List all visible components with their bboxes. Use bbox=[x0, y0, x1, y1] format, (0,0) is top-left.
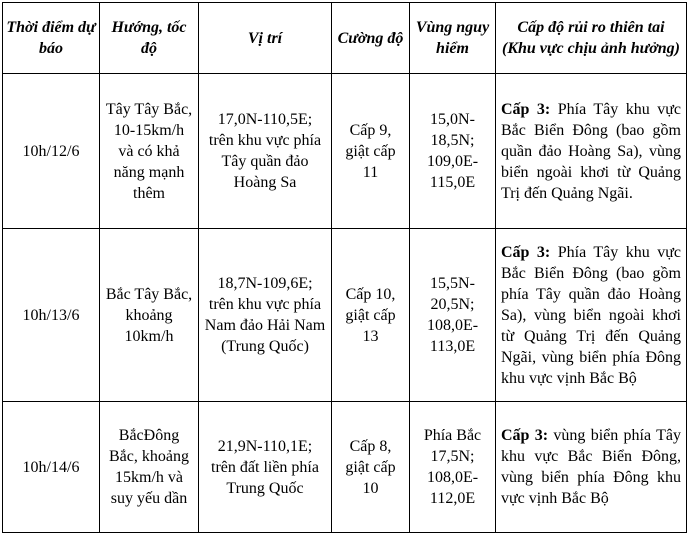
cell-direction: Bắc Tây Bắc, khoảng 10km/h bbox=[100, 229, 199, 402]
table-row bbox=[3, 229, 687, 402]
header-time: Thời điểm dự báo bbox=[3, 3, 100, 74]
cell-risk bbox=[496, 74, 687, 229]
cell-position: 18,7N-109,6E; trên khu vực phía Nam đảo Hải Nam (Trung Quốc) bbox=[199, 229, 332, 402]
cell-position: 17,0N-110,5E; trên khu vực phía Tây quần đảo Hoàng Sa bbox=[199, 74, 332, 229]
header-direction: Hướng, tốc độ bbox=[100, 3, 199, 74]
header-intensity: Cường độ bbox=[332, 3, 410, 74]
cell-time: 10h/13/6 bbox=[3, 229, 100, 402]
cell-intensity: Cấp 8, giật cấp 10 bbox=[332, 402, 410, 533]
table-row bbox=[3, 74, 687, 229]
header-position: Vị trí bbox=[199, 3, 332, 74]
table-header-row bbox=[3, 3, 687, 74]
risk-level-label: Cấp 3: bbox=[501, 243, 551, 261]
risk-level-label: Cấp 3: bbox=[501, 100, 551, 118]
header-danger-zone: Vùng nguy hiểm bbox=[410, 3, 496, 74]
cell-danger-zone: Phía Bắc 17,5N; 108,0E-112,0E bbox=[410, 402, 496, 533]
risk-area-text: Phía Tây khu vực Bắc Biển Đông (bao gồm quần đảo Hoàng Sa), vùng biển ngoài khơi từ Quảng Trị đến Quảng Ngãi. bbox=[501, 100, 681, 202]
cell-risk bbox=[496, 402, 687, 533]
cell-position: 21,9N-110,1E; trên đất liền phía Trung Quốc bbox=[199, 402, 332, 533]
risk-area-text: Phía Tây khu vực Bắc Biển Đông (bao gồm phía Tây quần đảo Hoàng Sa), vùng biển ngoài khơi từ Quảng Trị đến Quảng Ngãi, vùng biển phía Đông khu vực vịnh Bắc Bộ bbox=[501, 243, 681, 387]
risk-area-text: vùng biển phía Tây khu vực Bắc Biển Đông, vùng biển phía Đông khu vực vịnh Bắc Bộ bbox=[501, 427, 681, 507]
storm-forecast-table bbox=[2, 2, 687, 533]
cell-risk bbox=[496, 229, 687, 402]
cell-direction: BắcĐông Bắc, khoảng 15km/h và suy yếu dần bbox=[100, 402, 199, 533]
cell-intensity: Cấp 10, giật cấp 13 bbox=[332, 229, 410, 402]
cell-danger-zone: 15,0N-18,5N; 109,0E-115,0E bbox=[410, 74, 496, 229]
table-row bbox=[3, 402, 687, 533]
cell-danger-zone: 15,5N-20,5N; 108,0E-113,0E bbox=[410, 229, 496, 402]
header-risk: Cấp độ rủi ro thiên tai (Khu vực chịu ảnh hưởng) bbox=[496, 3, 687, 74]
cell-time: 10h/14/6 bbox=[3, 402, 100, 533]
cell-time: 10h/12/6 bbox=[3, 74, 100, 229]
cell-intensity: Cấp 9, giật cấp 11 bbox=[332, 74, 410, 229]
risk-level-label: Cấp 3: bbox=[501, 427, 549, 444]
cell-direction: Tây Tây Bắc, 10-15km/h và có khả năng mạnh thêm bbox=[100, 74, 199, 229]
